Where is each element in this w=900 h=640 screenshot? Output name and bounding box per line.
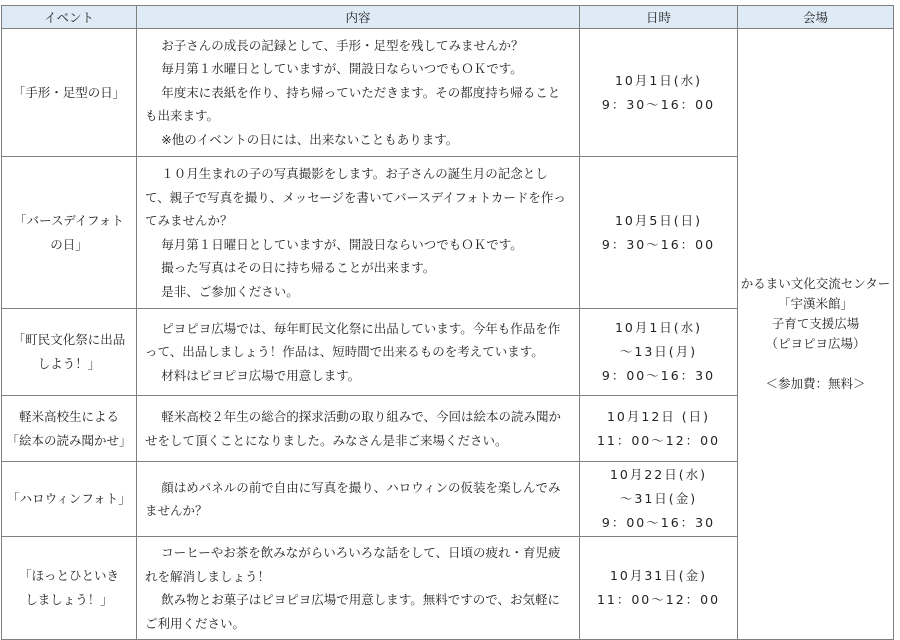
event-name <box>2 462 137 537</box>
venue-line: 「宇漢米館」 <box>777 296 853 311</box>
participation-fee: ＜参加費：無料＞ <box>765 376 866 391</box>
event-name-line: 「町民文化祭に出品 <box>12 332 126 347</box>
date-line: 10月12日 (日) <box>606 408 711 424</box>
description-paragraph: 毎月第１水曜日としていますが、開設日ならいつでもＯＫです。 <box>161 61 523 77</box>
event-name-line: 「絵本の読み聞かせ」 <box>6 432 132 448</box>
header-date: 日時 <box>580 6 738 29</box>
event-description <box>137 396 580 462</box>
date-range-end: ～31日(金) <box>619 491 698 506</box>
event-description <box>137 157 580 309</box>
time-line: 11：00～12：00 <box>596 432 721 448</box>
description-paragraph: １０月生まれの子の写真撮影をします。お子さんの誕生月の記念として、親子で写真を撮り、メッセージを書いてバースデイフォトカードを作ってみませんか？ <box>145 166 566 228</box>
event-name <box>2 157 137 309</box>
time-line: 9：00～16：30 <box>601 515 716 530</box>
event-description <box>137 309 580 396</box>
table-row <box>2 29 894 157</box>
event-datetime <box>580 157 738 309</box>
header-venue: 会場 <box>738 6 894 29</box>
event-name <box>2 29 137 157</box>
venue-line: 子育て支援広場 <box>771 316 860 331</box>
venue-spacer <box>740 354 891 374</box>
description-paragraph: コーヒーやお茶を飲みながらいろいろな話をして、日頃の疲れ・育児疲れを解消しましょう！ <box>145 545 561 584</box>
event-description <box>137 537 580 640</box>
event-name-line: 軽米高校生による <box>18 408 119 424</box>
event-datetime <box>580 537 738 640</box>
date-line: 10月5日(日) <box>614 212 703 228</box>
time-line: 9：30～16：00 <box>601 96 716 112</box>
description-paragraph: 顔はめパネルの前で自由に写真を撮り、ハロウィンの仮装を楽しんでみませんか？ <box>145 479 561 518</box>
header-content: 内容 <box>137 6 580 29</box>
event-description <box>137 29 580 157</box>
event-description <box>137 462 580 537</box>
description-paragraph: 材料はピヨピヨ広場で用意します。 <box>161 367 361 383</box>
description-paragraph: 毎月第１日曜日としていますが、開設日ならいつでもＯＫです。 <box>161 236 523 252</box>
description-paragraph: 軽米高校２年生の総合的探求活動の取り組みで、今回は絵本の読み聞かせをして頂くことになりました。みなさん是非ご来場ください。 <box>145 409 562 448</box>
venue-line: かるまい文化交流センター <box>740 276 891 291</box>
event-datetime <box>580 29 738 157</box>
description-paragraph: 撮った写真はその日に持ち帰ることが出来ます。 <box>161 260 436 275</box>
date-range-end: ～13日(月) <box>619 344 698 359</box>
description-paragraph: お子さんの成長の記録として、手形・足型を残してみませんか？ <box>161 37 524 53</box>
time-line: 11：00～12：00 <box>596 592 721 607</box>
date-line: 10月1日(水) <box>614 72 703 88</box>
event-name-line: 「手形・足型の日」 <box>12 84 126 100</box>
event-name-line: 「ほっとひといき <box>18 568 119 583</box>
date-line: 10月31日(金) <box>609 568 708 583</box>
event-datetime <box>580 462 738 537</box>
event-name-line: しましょう！」 <box>25 592 113 607</box>
time-line: 9：30～16：00 <box>601 236 716 252</box>
venue-cell <box>738 29 894 640</box>
description-paragraph: ピヨピヨ広場では、毎年町民文化祭に出品しています。今年も作品を作って、出品しましょう！作品は、短時間で出来るものを考えています。 <box>145 320 561 360</box>
description-paragraph: 年度末に表紙を作り、持ち帰っていただきます。その都度持ち帰ることも出来ます。 <box>145 84 561 124</box>
event-name-line: の日」 <box>50 236 88 252</box>
event-name-line: 「ハロウィンフォト」 <box>7 491 131 506</box>
events-table <box>1 5 894 640</box>
event-name <box>2 537 137 640</box>
event-name <box>2 309 137 396</box>
header-row <box>2 6 894 29</box>
date-line: 10月1日(水) <box>614 320 703 335</box>
description-paragraph: 是非、ご参加ください。 <box>161 283 299 299</box>
event-name <box>2 396 137 462</box>
header-event: イベント <box>2 6 137 29</box>
venue-line: （ピヨピヨ広場） <box>765 336 866 351</box>
date-line: 10月22日(水) <box>609 467 708 482</box>
event-name-line: 「バースデイフォト <box>14 212 124 228</box>
time-line: 9：00～16：30 <box>601 368 716 383</box>
event-name-line: しよう！」 <box>37 356 101 371</box>
description-paragraph: ※他のイベントの日には、出来ないこともあります。 <box>161 131 459 147</box>
description-paragraph: 飲み物とお菓子はピヨピヨ広場で用意します。無料ですので、お気軽にご利用ください。 <box>145 592 561 631</box>
event-datetime <box>580 309 738 396</box>
event-datetime <box>580 396 738 462</box>
